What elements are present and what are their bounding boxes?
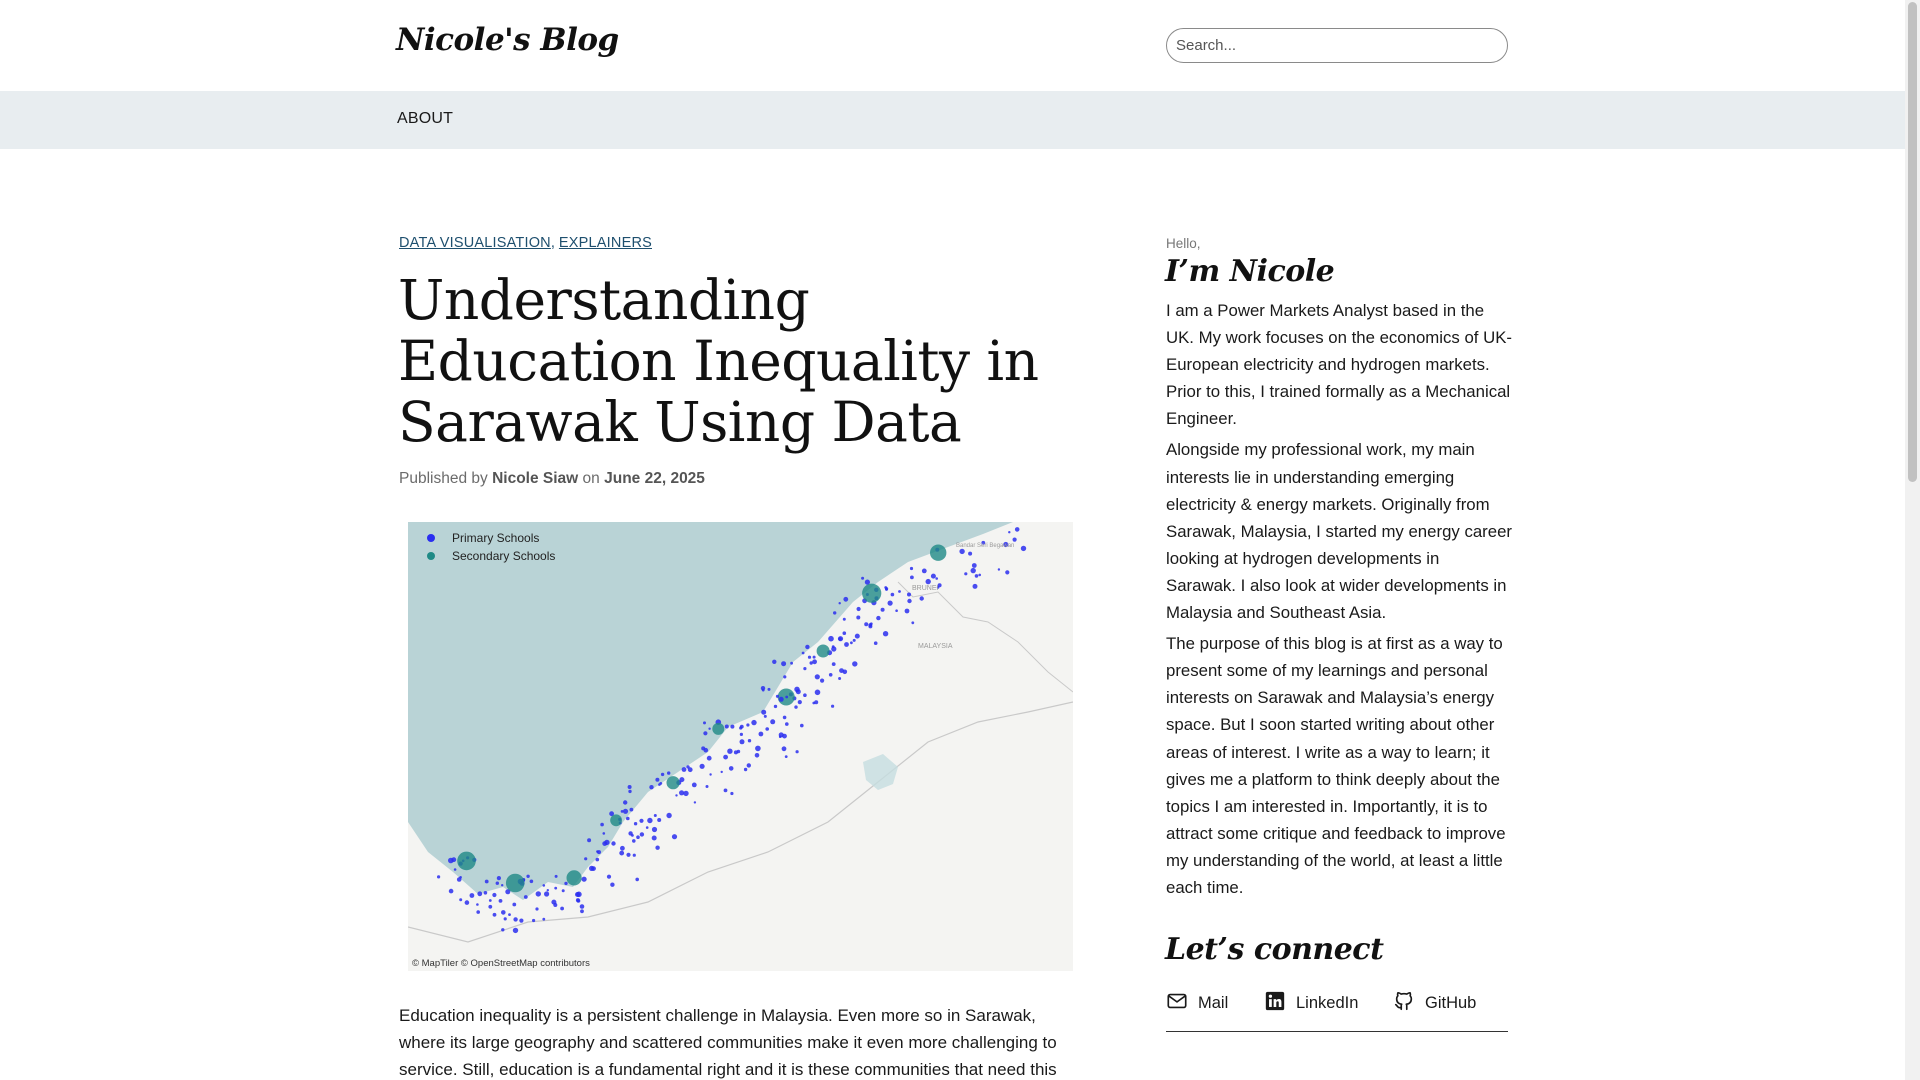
schools-map [408, 522, 1073, 971]
primary-school-point [740, 733, 743, 736]
primary-school-point [526, 875, 529, 878]
primary-school-point [774, 705, 777, 708]
primary-school-point [911, 621, 914, 624]
primary-school-point [600, 823, 604, 827]
primary-school-point [639, 819, 643, 823]
primary-school-point [635, 878, 639, 882]
primary-school-point [584, 857, 587, 860]
secondary-school-point [712, 723, 724, 735]
primary-school-point [959, 549, 964, 554]
primary-school-point [895, 609, 898, 612]
primary-school-point [501, 928, 504, 931]
primary-school-point [838, 677, 841, 680]
primary-school-point [748, 739, 751, 742]
primary-school-point [779, 735, 782, 738]
primary-school-point [935, 577, 938, 580]
primary-school-point [544, 891, 549, 896]
linkedin-icon [1264, 990, 1286, 1017]
primary-school-point [865, 580, 870, 585]
primary-school-point [564, 882, 567, 885]
social-label-linkedin: LinkedIn [1296, 994, 1359, 1012]
primary-school-point [636, 835, 640, 839]
primary-school-point [815, 674, 820, 679]
primary-school-point [978, 574, 981, 577]
primary-school-point [562, 889, 565, 892]
primary-school-point [850, 641, 853, 644]
map-label-bandar-seri-begawan: Bandar Seri Begawan [956, 543, 1015, 549]
primary-school-point [493, 913, 497, 917]
primary-school-point [512, 903, 516, 907]
primary-school-point [964, 572, 967, 575]
primary-school-point [772, 660, 776, 664]
site-title[interactable]: Nicole's Blog [396, 22, 619, 58]
primary-school-point [812, 702, 815, 705]
primary-school-point [971, 568, 976, 573]
primary-school-point [891, 593, 895, 597]
primary-school-point [652, 836, 657, 841]
primary-school-point [626, 853, 630, 857]
primary-school-point [708, 728, 710, 730]
primary-school-point [898, 590, 901, 593]
schools-map-figure [408, 522, 1073, 971]
primary-school-point [457, 877, 462, 882]
primary-school-point [553, 903, 557, 907]
primary-school-point [524, 895, 528, 899]
primary-school-point [628, 785, 632, 789]
primary-school-point [501, 884, 503, 886]
primary-school-point [803, 693, 807, 697]
primary-school-point [465, 900, 470, 905]
primary-school-point [620, 846, 625, 851]
primary-school-point [790, 662, 793, 665]
map-attribution: © MapTiler © OpenStreetMap contributors [412, 958, 590, 969]
primary-school-point [838, 637, 841, 640]
primary-school-point [820, 679, 824, 683]
mail-icon [1166, 990, 1188, 1017]
primary-school-point [813, 656, 816, 659]
primary-school-point [783, 675, 786, 678]
primary-school-point [1005, 570, 1009, 574]
primary-school-point [532, 919, 535, 922]
primary-school-point [755, 753, 760, 758]
post-title: Understanding Education Inequality in Sarawak Using Data [398, 268, 1039, 454]
primary-school-point [706, 785, 709, 788]
primary-school-point [839, 668, 844, 673]
primary-school-point [633, 854, 636, 857]
github-icon [1393, 990, 1415, 1017]
primary-school-point [905, 609, 910, 614]
primary-school-point [805, 645, 809, 649]
primary-school-point [589, 866, 594, 871]
primary-school-point [519, 919, 523, 923]
byline-prefix: Published by [399, 470, 488, 487]
secondary-school-point [667, 776, 680, 789]
primary-school-point [723, 755, 728, 760]
legend-marker-primary [427, 534, 435, 542]
primary-school-point [580, 909, 584, 913]
primary-school-point [587, 838, 591, 842]
primary-school-point [910, 567, 913, 570]
primary-school-point [765, 727, 769, 731]
primary-school-point [476, 910, 480, 914]
primary-school-point [626, 817, 630, 821]
primary-school-point [489, 899, 492, 902]
primary-school-point [876, 616, 880, 620]
sidebar-bio [1166, 297, 1512, 905]
primary-school-point [603, 832, 606, 835]
primary-school-point [764, 715, 767, 718]
primary-school-point [739, 726, 742, 729]
bio-paragraph: The purpose of this blog is at first as a way to present some of my learnings and personal interests on Sarawak and Malaysia’s energy space. But I soon started writing about other areas of interest. I write as a way to learn; it gives me a platform to think deeply about the topics I am interested in. Importantly, it is to attract some critique and feedback to improve my understanding of the world, at least a little each time. [1166, 634, 1506, 897]
primary-school-point [649, 785, 653, 789]
primary-school-point [759, 732, 764, 737]
primary-school-point [796, 750, 799, 753]
secondary-school-point [567, 870, 582, 885]
primary-school-point [692, 783, 697, 788]
primary-school-point [654, 814, 657, 817]
primary-school-point [623, 800, 627, 804]
primary-school-point [724, 789, 728, 793]
post-byline [399, 470, 705, 488]
primary-school-point [839, 602, 841, 604]
primary-school-point [888, 601, 893, 606]
primary-school-point [1008, 531, 1010, 533]
primary-school-point [812, 659, 817, 664]
primary-school-point [785, 722, 789, 726]
primary-school-point [931, 574, 936, 579]
primary-school-point [679, 777, 684, 782]
primary-school-point [657, 818, 661, 822]
primary-school-point [672, 834, 677, 839]
primary-school-point [855, 634, 860, 639]
primary-school-point [513, 928, 518, 933]
map-label-malaysia: MALAYSIA [918, 643, 953, 650]
primary-school-point [776, 695, 779, 698]
primary-school-point [868, 624, 872, 628]
primary-school-point [543, 884, 546, 887]
primary-school-point [652, 827, 657, 832]
primary-school-point [675, 794, 677, 796]
primary-school-point [547, 889, 549, 891]
primary-school-point [476, 903, 479, 906]
byline-date: June 22, 2025 [604, 470, 705, 487]
primary-school-point [857, 607, 861, 611]
post-body: Education inequality is a persistent challenge in Malaysia. Even more so in Sarawak, where its large geography and scattered communities make it even more challenging to service. Still, education is a fundamental right and it is these communities that need this [399, 1006, 1057, 1079]
primary-school-point [884, 586, 887, 589]
primary-school-point [451, 857, 456, 862]
secondary-school-point [862, 584, 881, 603]
category-separator: , [550, 235, 555, 251]
social-label-github: GitHub [1425, 994, 1477, 1012]
primary-school-point [856, 616, 860, 620]
primary-school-point [779, 697, 784, 702]
primary-school-point [580, 904, 585, 909]
primary-school-point [542, 918, 545, 921]
primary-school-point [560, 907, 564, 911]
primary-school-point [781, 661, 786, 666]
legend-label-secondary: Secondary Schools [452, 549, 556, 563]
primary-school-point [853, 639, 856, 642]
primary-school-point [828, 636, 834, 642]
secondary-school-point [930, 545, 946, 561]
primary-school-point [577, 899, 581, 903]
primary-school-point [667, 771, 670, 774]
primary-school-point [470, 893, 475, 898]
primary-school-point [800, 724, 804, 728]
primary-school-point [596, 858, 600, 862]
secondary-school-point [506, 874, 525, 893]
social-label-mail: Mail [1198, 994, 1229, 1012]
primary-school-point [628, 790, 631, 793]
primary-school-point [530, 880, 534, 884]
primary-school-point [798, 700, 802, 704]
primary-school-point [729, 766, 734, 771]
primary-school-point [477, 891, 482, 896]
primary-school-point [785, 755, 788, 758]
primary-school-point [496, 882, 499, 885]
primary-school-point [655, 846, 659, 850]
byline-author[interactable]: Nicole Siaw [492, 470, 579, 487]
primary-school-point [508, 913, 511, 916]
primary-school-point [707, 756, 712, 761]
primary-school-point [802, 652, 805, 655]
primary-school-point [555, 875, 558, 878]
primary-school-point [630, 808, 634, 812]
primary-school-point [632, 839, 636, 843]
primary-school-point [761, 686, 765, 690]
primary-school-point [755, 746, 761, 752]
primary-school-point [646, 826, 649, 829]
primary-school-point [607, 875, 611, 879]
primary-school-point [810, 661, 813, 664]
primary-school-point [922, 569, 927, 574]
primary-school-point [864, 622, 868, 626]
primary-school-point [833, 611, 836, 614]
primary-school-point [1015, 527, 1020, 532]
primary-school-point [703, 731, 707, 735]
primary-school-point [721, 771, 723, 773]
primary-school-point [488, 905, 492, 909]
primary-school-point [973, 584, 978, 589]
primary-school-point [1013, 538, 1017, 542]
primary-school-point [910, 576, 914, 580]
post-categories [399, 235, 652, 251]
primary-school-point [575, 892, 580, 897]
primary-school-point [852, 661, 857, 666]
category-link-explainers[interactable]: EXPLAINERS [558, 235, 652, 251]
primary-school-point [666, 813, 671, 818]
nav-item-about[interactable]: ABOUT [397, 110, 454, 127]
primary-school-point [746, 723, 749, 726]
primary-school-point [703, 721, 706, 724]
primary-school-point [861, 577, 864, 580]
primary-school-point [437, 875, 440, 878]
primary-school-point [661, 773, 664, 776]
secondary-school-point [817, 645, 830, 658]
sidebar-name-heading: I’m Nicole [1165, 254, 1335, 289]
bio-paragraph: I am a Power Markets Analyst based in the UK. My work focuses on the economics of UK-European electricity and hydrogen markets. Prior to this, I trained formally as a Mechanical Engineer. [1166, 301, 1513, 429]
primary-school-point [832, 645, 835, 648]
primary-school-point [730, 725, 734, 729]
primary-school-point [727, 749, 732, 754]
primary-school-point [682, 767, 687, 772]
main-nav [0, 91, 1905, 149]
primary-school-point [647, 818, 652, 823]
primary-school-point [655, 778, 659, 782]
primary-school-point [454, 868, 457, 871]
site-header [0, 0, 1905, 91]
primary-school-point [623, 809, 628, 814]
primary-school-point [686, 765, 689, 768]
primary-school-point [492, 893, 496, 897]
primary-school-point [640, 832, 644, 836]
sidebar-divider [1166, 1031, 1508, 1032]
social-link-mail[interactable] [1166, 990, 1228, 1017]
primary-school-point [459, 898, 462, 901]
primary-school-point [843, 631, 847, 635]
primary-school-point [484, 891, 488, 895]
primary-school-point [744, 768, 747, 771]
primary-school-point [874, 641, 878, 645]
primary-school-point [485, 880, 489, 884]
primary-school-point [783, 716, 787, 720]
primary-school-point [808, 656, 811, 659]
primary-school-point [554, 887, 557, 890]
byline-on: on [582, 470, 600, 487]
primary-school-point [782, 746, 787, 751]
primary-school-point [770, 719, 775, 724]
legend-marker-secondary [427, 552, 435, 560]
primary-school-point [694, 801, 696, 803]
primary-school-point [700, 764, 705, 769]
category-link-data-visualisation[interactable]: DATA VISUALISATION [399, 235, 551, 251]
primary-school-point [704, 748, 709, 753]
primary-school-point [449, 889, 454, 894]
primary-school-point [628, 831, 632, 835]
primary-school-point [968, 552, 972, 556]
primary-school-point [747, 763, 751, 767]
search-input[interactable] [1166, 28, 1508, 63]
scrollbar-thumb[interactable] [1908, 2, 1917, 482]
primary-school-point [737, 750, 741, 754]
primary-school-point [907, 599, 911, 603]
primary-school-point [634, 822, 637, 825]
primary-school-point [499, 899, 503, 903]
primary-school-point [497, 876, 501, 880]
primary-school-point [794, 705, 797, 708]
primary-school-point [596, 850, 599, 853]
primary-school-point [975, 574, 979, 578]
primary-school-point [679, 790, 684, 795]
primary-school-point [883, 631, 888, 636]
primary-school-point [831, 705, 834, 708]
social-link-github[interactable] [1393, 990, 1476, 1017]
bio-paragraph: Alongside my professional work, my main interests lie in understanding emerging electricity & energy markets. Originally from Sarawak, Malaysia, I started my energy career looking at hydrogen developments in Sarawak. I also look at wider developments in Malaysia and Southeast Asia. [1166, 440, 1513, 623]
primary-school-point [709, 773, 711, 775]
primary-school-point [751, 720, 756, 725]
primary-school-point [582, 877, 587, 882]
page-scrollbar[interactable] [1905, 0, 1920, 1080]
primary-school-point [611, 841, 615, 845]
primary-school-point [832, 662, 836, 666]
primary-school-point [604, 840, 609, 845]
primary-school-point [972, 563, 977, 568]
secondary-school-point [610, 814, 622, 826]
primary-school-point [536, 891, 541, 896]
primary-school-point [768, 688, 771, 691]
primary-school-point [998, 568, 1000, 570]
primary-school-point [907, 593, 911, 597]
primary-school-point [803, 667, 806, 670]
primary-school-point [513, 917, 517, 921]
secondary-school-point [457, 852, 476, 871]
primary-school-point [843, 597, 848, 602]
primary-school-point [796, 689, 801, 694]
map-label-brunei: BRUNEI [912, 585, 939, 592]
primary-school-point [926, 579, 931, 584]
primary-school-point [740, 739, 745, 744]
primary-school-point [610, 883, 614, 887]
primary-school-point [829, 673, 833, 677]
primary-school-point [501, 910, 506, 915]
sidebar-hello: Hello, [1166, 236, 1201, 251]
primary-school-point [504, 917, 507, 920]
primary-school-point [844, 642, 849, 647]
primary-school-point [843, 618, 846, 621]
connect-heading: Let’s connect [1165, 932, 1384, 967]
primary-school-point [1021, 546, 1026, 551]
primary-school-point [619, 851, 624, 856]
primary-school-point [881, 608, 885, 612]
primary-school-point [815, 690, 821, 696]
primary-school-point [920, 596, 924, 600]
primary-school-point [730, 792, 733, 795]
legend-label-primary: Primary Schools [452, 531, 540, 545]
primary-school-point [761, 710, 766, 715]
primary-school-point [725, 725, 729, 729]
primary-school-point [785, 696, 788, 699]
social-link-linkedin[interactable] [1264, 990, 1358, 1017]
primary-school-point [659, 782, 662, 785]
primary-school-point [535, 907, 538, 910]
